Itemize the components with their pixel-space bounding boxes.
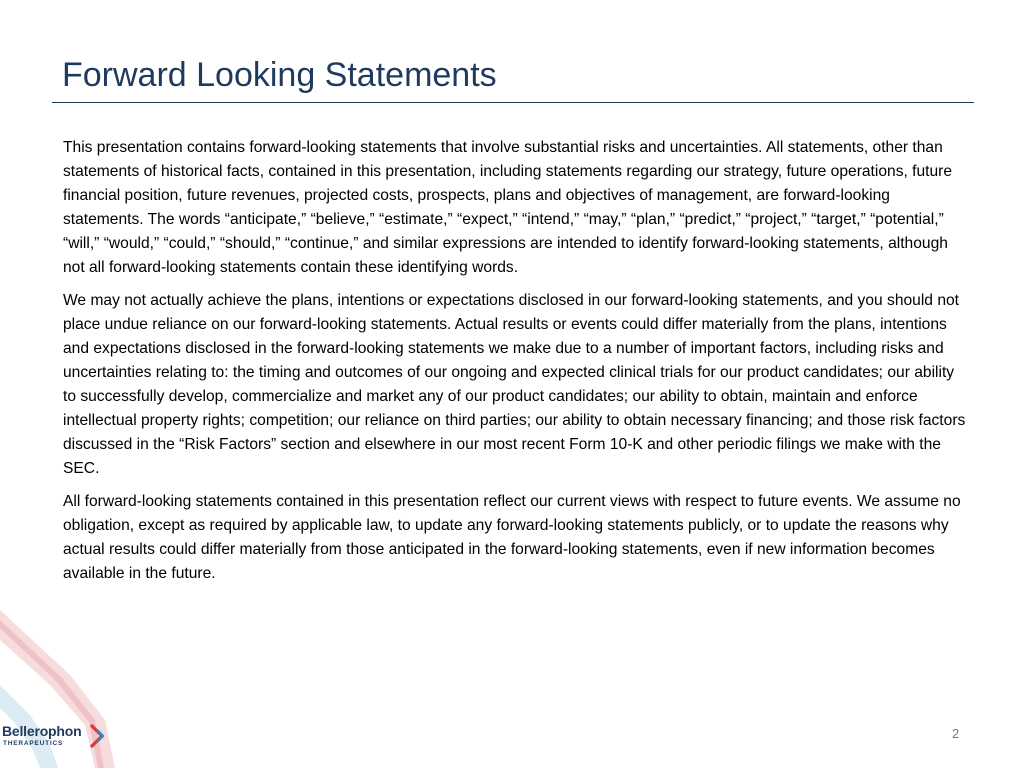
logo-name: Bellerophon (2, 723, 82, 739)
title-divider (52, 102, 974, 103)
slide-body (63, 136, 971, 595)
chevron-arrow-icon (88, 724, 108, 748)
page-title: Forward Looking Statements (62, 56, 497, 94)
company-logo (2, 723, 112, 753)
paragraph-1: This presentation contains forward-looking statements that involve substantial risks and uncertainties. All statements, other than statements of historical facts, contained in this presentation, including statements regarding our strategy, future operations, future financial position, future revenues, projected costs, prospects, plans and objectives of management, are forward-looking statements. The words “anticipate,” “believe,” “estimate,” “expect,” “intend,” “may,” “plan,” “predict,” “project,” “target,” “potential,” “will,” “would,” “could,” “should,” “continue,” and similar expressions are intended to identify forward-looking statements, although not all forward-looking statements contain these identifying words. (63, 139, 953, 276)
page-number: 2 (952, 726, 960, 741)
paragraph-3: All forward-looking statements contained in this presentation reflect our current views with respect to future events. We assume no obligation, except as required by applicable law, to update any forward-looking statements publicly, or to update the reasons why actual results could differ materially from those anticipated in the forward-looking statements, even if new information becomes available in the future. (63, 493, 961, 582)
paragraph-2: We may not actually achieve the plans, intentions or expectations disclosed in our forward-looking statements, and you should not place undue reliance on our forward-looking statements. Actual results or events could differ materially from the plans, intentions and expectations disclosed in the forward-looking statements we make due to a number of important factors, including risks and uncertainties relating to: the timing and outcomes of our ongoing and expected clinical trials for our product candidates; our ability to successfully develop, commercialize and market any of our product candidates; our ability to obtain, maintain and enforce intellectual property rights; competition; our reliance on third parties; our ability to obtain necessary financing; and those risk factors discussed in the “Risk Factors” section and elsewhere in our most recent Form 10-K and other periodic filings we make with the SEC. (63, 292, 966, 477)
logo-subtitle: THERAPEUTICS (3, 740, 64, 747)
